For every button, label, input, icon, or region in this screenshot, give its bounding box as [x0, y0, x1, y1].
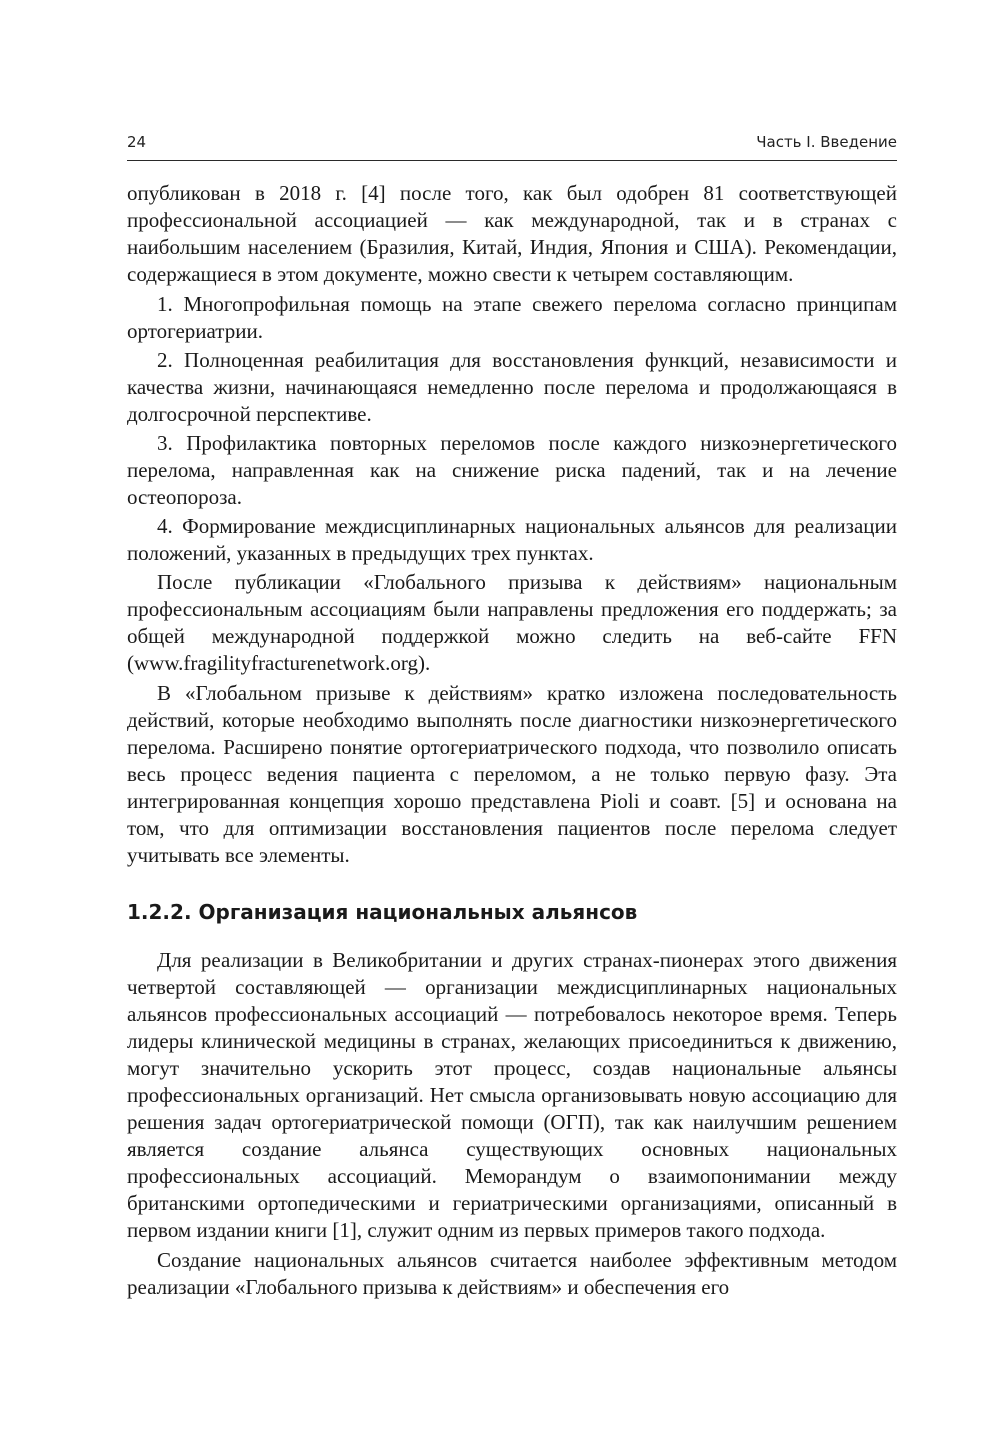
list-item: 2. Полноценная реабилитация для восстановления функций, независимости и качества жизни, начинающаяся немедленно после перелома и продолжающаяся в долгосрочной перспективе.: [127, 348, 897, 426]
paragraph: опубликован в 2018 г. [4] после того, как был одобрен 81 соответствующей профессиональной ассоциацией — как международной, так и в странах с наибольшим населением (Бразилия, Китай, Индия, Япония и США). Рекомендации, содержащиеся в этом документе, можно свести к четырем составляющим.: [127, 181, 897, 286]
paragraph: В «Глобальном призыве к действиям» кратко изложена последовательность действий, которые необходимо выполнять после диагностики низкоэнергетического перелома. Расширено понятие ортогериатрического подхода, что позволило описать весь процесс ведения пациента с переломом, а не только первую фазу. Эта интегрированная концепция хорошо представлена Pioli и соавт. [5] и основана на том, что для оптимизации восстановления пациентов после перелома следует учитывать все элементы.: [127, 681, 897, 867]
section-title: Часть I. Введение: [756, 133, 897, 151]
paragraph: Создание национальных альянсов считается наиболее эффективным методом реализации «Глобального призыва к действиям» и обеспечения его: [127, 1248, 897, 1299]
paragraph: После публикации «Глобального призыва к действиям» национальным профессиональным ассоциациям были направлены предложения его поддержать; за общей международной поддержкой можно следить на веб-сайте FFN (www.fragilityfracturenetwork.org).: [127, 570, 897, 675]
running-header: [127, 130, 897, 161]
list-item: 1. Многопрофильная помощь на этапе свежего перелома согласно принципам ортогериатрии.: [127, 292, 897, 343]
list-item: 4. Формирование междисциплинарных национальных альянсов для реализации положений, указанных в предыдущих трех пунктах.: [127, 514, 897, 565]
paragraph: Для реализации в Великобритании и других странах-пионерах этого движения четвертой составляющей — организации междисциплинарных национальных альянсов профессиональных ассоциаций — потребовалось некоторое время. Теперь лидеры клинической медицины в странах, желающих присоединиться к движению, могут значительно ускорить этот процесс, создав национальные альянсы профессиональных организаций. Нет смысла организовывать новую ассоциацию для решения задач ортогериатрической помощи (ОГП), так как наилучшим решением является создание альянса существующих основных национальных профессиональных ассоциаций. Меморандум о взаимопонимании между британскими ортопедическими и гериатрическими организациями, описанный в первом издании книги [1], служит одним из первых примеров такого подхода.: [127, 948, 897, 1242]
body-text: [127, 180, 897, 1304]
page-number: 24: [127, 133, 147, 151]
list-item: 3. Профилактика повторных переломов после каждого низкоэнергетического перелома, направленная как на снижение риска падений, так и на лечение остеопороза.: [127, 431, 897, 509]
section-heading: 1.2.2. Организация национальных альянсов: [127, 900, 638, 924]
